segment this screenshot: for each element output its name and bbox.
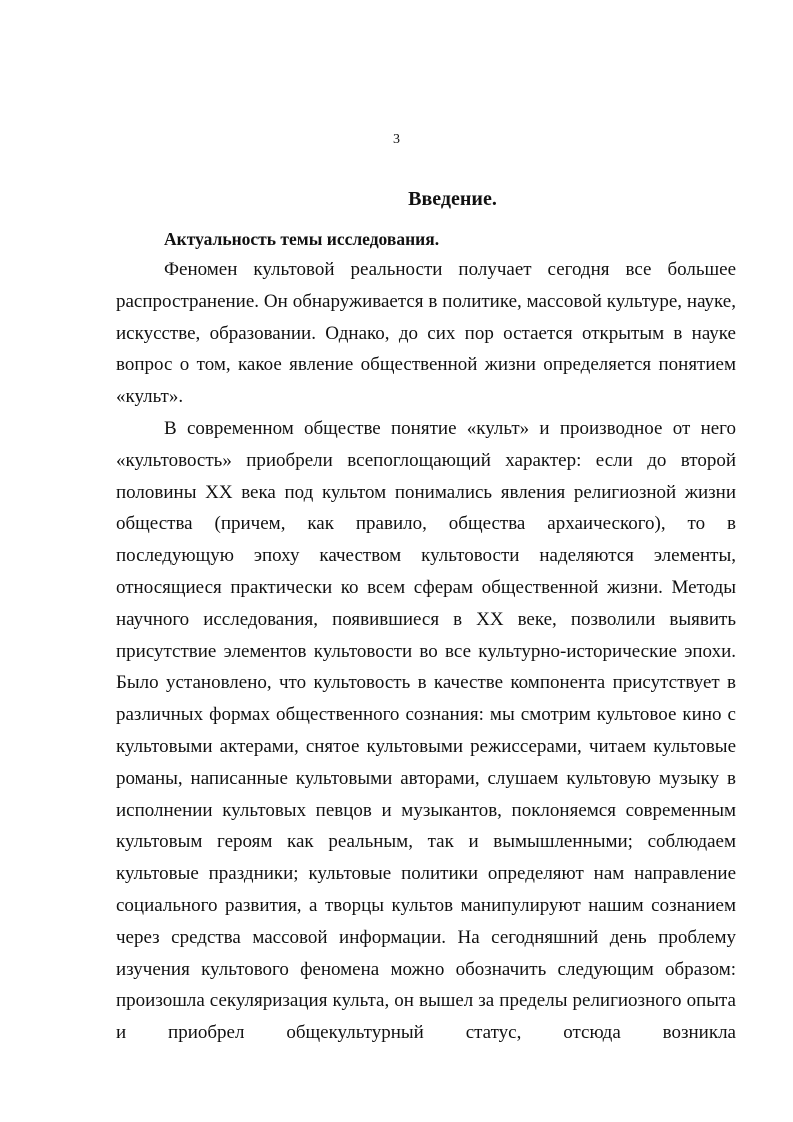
section-heading: Введение. (408, 188, 497, 210)
subsection-heading: Актуальность темы исследования. (164, 229, 440, 249)
paragraph-1: Феномен культовой реальности получает сегодня все большее распространение. Он обнаруживается в политике, массовой культуре, науке, искусстве, образовании. Однако, до сих пор остается открытым в науке вопрос о том, какое явление общественной жизни определяется понятием «культ». (116, 259, 736, 408)
page-number: 3 (393, 132, 400, 147)
paragraph-2: В современном обществе понятие «культ» и производное от него «культовость» приобрели всепоглощающий характер: если до второй половины XX века под культом понимались явления религиозной жизни общества (причем, как правило, общества архаического), то в последующую эпоху качеством культовости наделяются элементы, относящиеся практически ко всем сферам общественной жизни. Методы научного исследования, появившиеся в XX веке, позволили выявить присутствие элементов культовости во все культурно-исторические эпохи. Было установлено, что культовость в качестве компонента присутствует в различных формах общественного сознания: мы смотрим культовое кино с культовыми актерами, снятое культовыми режиссерами, читаем культовые романы, написанные культовыми авторами, слушаем культовую музыку в исполнении культовых певцов и музыкантов, поклоняемся современным культовым героям как реальным, так и вымышленными; соблюдаем культовые праздники; культовые политики определяют нам направление социального развития, а творцы культов манипулируют нашим сознанием через средства массовой информации. На сегодняшний день проблему изучения культового феномена можно обозначить следующим образом: произошла секуляризация культа, он вышел за пределы религиозного опыта и приобрел общекультурный статус, отсюда возникла (116, 418, 736, 1044)
